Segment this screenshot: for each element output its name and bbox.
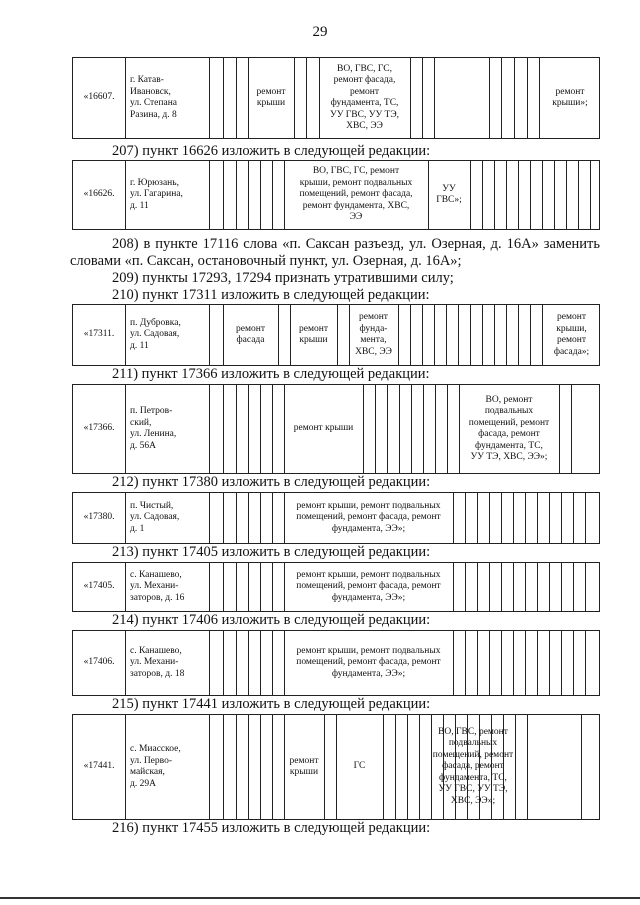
item-number: «17405. (83, 581, 115, 592)
table-row-17441 (72, 714, 600, 820)
work-cell: ремонт крыши (293, 423, 354, 434)
address-cell: п. Петров- ский, ул. Ленина, д. 56А (130, 406, 177, 451)
work-cell: ВО, ГВС, ремонт подвальных помещений, ремонт фасада, ремонт фундамента, ТС, УУ ГВС, УУ ТЭ, ХВС, ЭЭ»; (432, 726, 514, 806)
page-number: 29 (312, 24, 328, 40)
address-cell: г. Юрюзань, ул. Гагарина, д. 11 (130, 177, 183, 211)
item-number: «17366. (83, 423, 115, 434)
paragraph-216: 216) пункт 17455 изложить в следующей редакции: (112, 820, 431, 836)
work-cell: УУ ГВС»; (436, 183, 462, 205)
table-row-16626 (72, 160, 600, 230)
work-cell: ремонт фасада (236, 323, 265, 345)
item-number: «17380. (83, 512, 115, 523)
work-cell: ВО, ремонт подвальных помещений, ремонт фасада, ремонт фундамента, ТС, УУ ТЭ, ХВС, ЭЭ»; (468, 394, 550, 462)
table-row-17380 (72, 492, 600, 544)
paragraph-213: 213) пункт 17405 изложить в следующей редакции: (112, 544, 431, 560)
item-number: «16607. (83, 92, 115, 103)
item-number: «17311. (83, 329, 115, 340)
work-cell: ремонт крыши (256, 86, 286, 108)
work-cell: ремонт крыши»; (552, 86, 588, 108)
paragraph-215: 215) пункт 17441 изложить в следующей редакции: (112, 696, 431, 712)
work-cell: ВО, ГВС, ГС, ремонт крыши, ремонт подвальных помещений, ремонт фасада, ремонт фундамента, ХВС, ЭЭ (299, 166, 413, 223)
work-cell: ремонт крыши, ремонт подвальных помещений, ремонт фасада, ремонт фундамента, ЭЭ»; (296, 500, 441, 534)
table-row-17405 (72, 562, 600, 612)
item-number: «16626. (83, 189, 115, 200)
item-number: «17406. (83, 657, 115, 668)
address-cell: г. Катав- Ивановск, ул. Степана Разина, д. 8 (130, 75, 178, 120)
address-cell: с. Канашево, ул. Механи- заторов, д. 18 (130, 645, 185, 679)
item-number: «17441. (83, 761, 115, 772)
address-cell: с. Миасское, ул. Перво- майская, д. 29А (130, 744, 181, 789)
work-cell: ремонт крыши (289, 755, 319, 777)
address-cell: с. Канашево, ул. Механи- заторов, д. 16 (130, 569, 185, 603)
work-cell: ремонт крыши (299, 323, 328, 345)
work-cell: ремонт крыши, ремонт фасада»; (553, 312, 590, 357)
paragraph-210: 210) пункт 17311 изложить в следующей редакции: (112, 287, 430, 303)
table-row-17366 (72, 384, 600, 474)
address-cell: п. Чистый, ул. Садовая, д. 1 (130, 500, 180, 534)
page-bottom-rule (0, 897, 640, 899)
work-cell: ВО, ГВС, ГС, ремонт фасада, ремонт фундамента, ТС, УУ ГВС, УУ ТЭ, ХВС, ЭЭ (329, 63, 400, 131)
paragraph-209: 209) пункты 17293, 17294 признать утратившими силу; (112, 270, 454, 286)
paragraph-214: 214) пункт 17406 изложить в следующей редакции: (112, 612, 431, 628)
paragraph-207: 207) пункт 16626 изложить в следующей редакции: (112, 143, 431, 159)
paragraph-212: 212) пункт 17380 изложить в следующей редакции: (112, 474, 431, 490)
address-cell: п. Дубровка, ул. Садовая, д. 11 (130, 317, 181, 351)
paragraph-211: 211) пункт 17366 изложить в следующей редакции: (112, 366, 430, 382)
work-cell: ремонт крыши, ремонт подвальных помещений, ремонт фасада, ремонт фундамента, ЭЭ»; (296, 645, 441, 679)
table-row-16607 (72, 57, 600, 139)
work-cell: ГС (353, 761, 366, 772)
work-cell: ремонт фунда- мента, ХВС, ЭЭ (355, 312, 392, 357)
work-cell: ремонт крыши, ремонт подвальных помещений, ремонт фасада, ремонт фундамента, ЭЭ»; (296, 569, 441, 603)
table-row-17311 (72, 304, 600, 366)
table-row-17406 (72, 630, 600, 696)
paragraph-208: 208) в пункте 17116 слова «п. Саксан разъезд, ул. Озерная, д. 16А» заменить словами «п. Саксан, остановочный пункт, ул. Озерная, д. 16А»; (70, 236, 600, 269)
